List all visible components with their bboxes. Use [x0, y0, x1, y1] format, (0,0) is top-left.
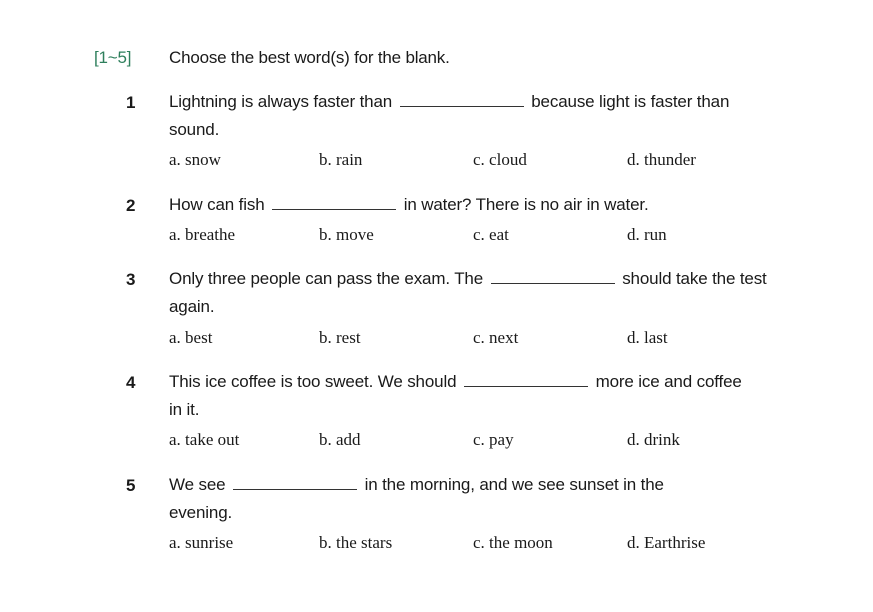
option-a[interactable]: a. best	[169, 328, 213, 347]
question-text-before: This ice coffee is too sweet. We should	[169, 372, 457, 391]
option-d[interactable]: d. Earthrise	[627, 533, 706, 552]
question-number: 3	[126, 270, 136, 289]
option-a[interactable]: a. sunrise	[169, 533, 234, 552]
option-b[interactable]: b. add	[319, 430, 361, 449]
option-c[interactable]: c. cloud	[473, 150, 527, 169]
option-b[interactable]: b. rest	[319, 328, 361, 347]
question-text	[169, 471, 714, 527]
option-a[interactable]: a. snow	[169, 150, 221, 169]
answer-blank	[400, 92, 524, 107]
question-text-after: in the morning, and we see sunset in the evening.	[169, 475, 664, 522]
question-text-before: How can fish	[169, 195, 265, 214]
option-c[interactable]: c. the moon	[473, 533, 553, 552]
question-text	[169, 88, 779, 144]
option-d[interactable]: d. thunder	[627, 150, 696, 169]
question-text	[169, 191, 789, 219]
question-number: 4	[126, 373, 136, 392]
option-b[interactable]: b. rain	[319, 150, 363, 169]
question-text-after: more ice and coffee in it.	[169, 372, 742, 419]
question-text-after: in water? There is no air in water.	[403, 195, 649, 214]
option-c[interactable]: c. eat	[473, 225, 509, 244]
question-text-after: because light is faster than sound.	[169, 92, 730, 139]
option-a[interactable]: a. breathe	[169, 225, 236, 244]
answer-blank	[464, 372, 588, 387]
question-text-after: should take the test again.	[169, 269, 767, 316]
instruction-text: Choose the best word(s) for the blank.	[169, 48, 450, 67]
option-b[interactable]: b. the stars	[319, 533, 393, 552]
option-c[interactable]: c. next	[473, 328, 519, 347]
question-number: 5	[126, 476, 136, 495]
option-a[interactable]: a. take out	[169, 430, 240, 449]
option-d[interactable]: d. run	[627, 225, 667, 244]
question-text-before: Lightning is always faster than	[169, 92, 393, 111]
question-number: 2	[126, 196, 136, 215]
answer-blank	[491, 269, 615, 284]
question-number: 1	[126, 93, 136, 112]
answer-blank	[233, 475, 357, 490]
option-d[interactable]: d. last	[627, 328, 668, 347]
question-text	[169, 368, 749, 424]
question-text	[169, 265, 769, 321]
option-b[interactable]: b. move	[319, 225, 374, 244]
question-text-before: Only three people can pass the exam. The	[169, 269, 484, 288]
option-c[interactable]: c. pay	[473, 430, 514, 449]
answer-blank	[272, 195, 396, 210]
question-range-label: [1~5]	[94, 48, 132, 67]
option-d[interactable]: d. drink	[627, 430, 680, 449]
question-text-before: We see	[169, 475, 226, 494]
